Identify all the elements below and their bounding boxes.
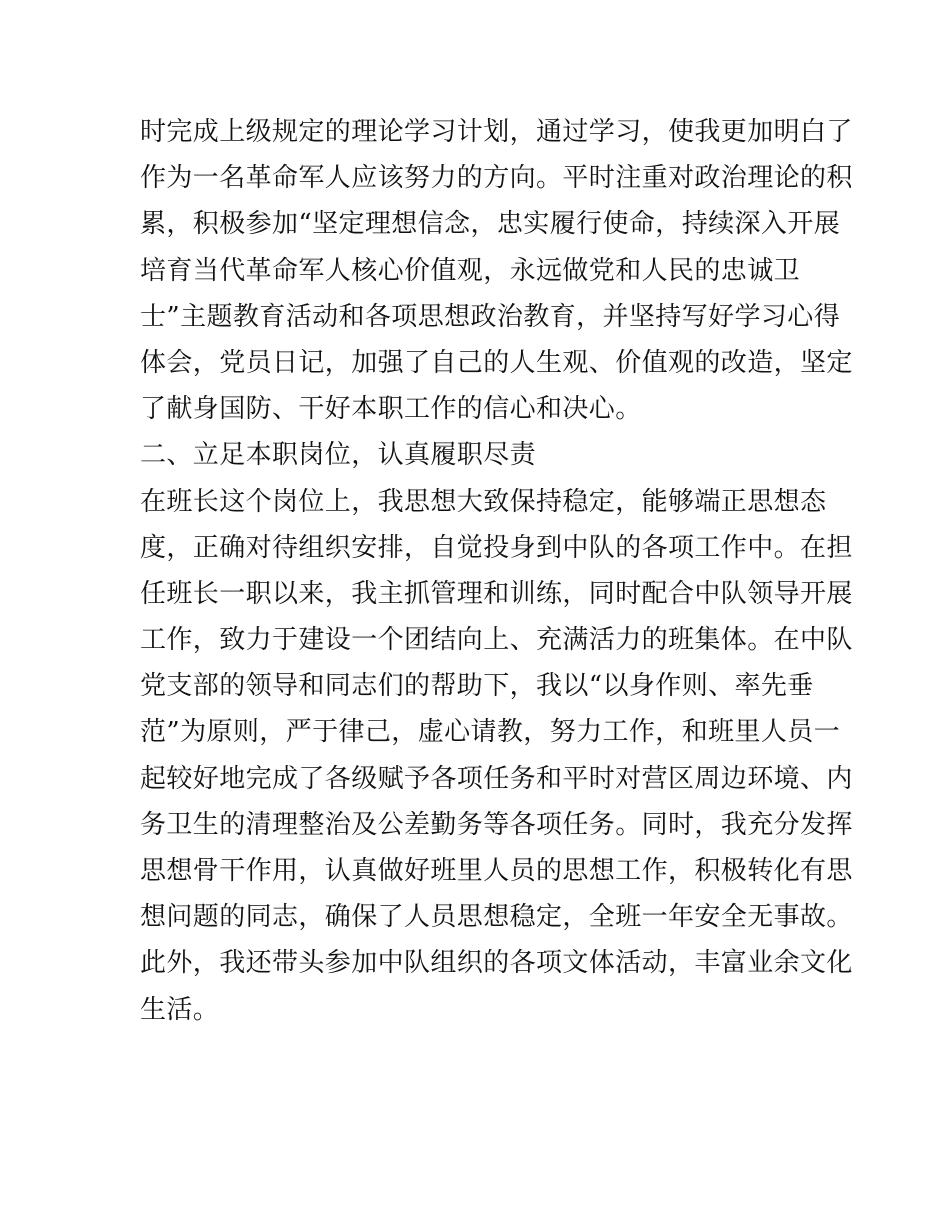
body-line: 累，积极参加“坚定理想信念，忠实履行使命，持续深入开展 bbox=[140, 209, 841, 240]
body-line: 工作，致力于建设一个团结向上、充满活力的班集体。在中队 bbox=[140, 625, 853, 656]
body-line: 体会，党员日记，加强了自己的人生观、价值观的改造，坚定 bbox=[140, 347, 853, 378]
body-line: 时完成上级规定的理论学习计划，通过学习，使我更加明白了 bbox=[140, 117, 853, 147]
body-line: 任班长一职以来，我主抓管理和训练，同时配合中队领导开展 bbox=[140, 578, 853, 609]
body-line: 此外，我还带头参加中队组织的各项文体活动，丰富业余文化 bbox=[140, 948, 853, 979]
body-line: 培育当代革命军人核心价值观，永远做党和人民的忠诚卫 bbox=[140, 255, 801, 286]
body-line: 起较好地完成了各级赋予各项任务和平时对营区周边环境、内 bbox=[140, 763, 853, 794]
body-line: 党支部的领导和同志们的帮助下，我以“以身作则、率先垂 bbox=[140, 671, 814, 702]
body-line: 思想骨干作用，认真做好班里人员的思想工作，积极转化有思 bbox=[140, 856, 853, 886]
body-line: 在班长这个岗位上，我思想大致保持稳定，能够端正思想态 bbox=[140, 486, 827, 517]
body-line: 务卫生的清理整治及公差勤务等各项任务。同时，我充分发挥 bbox=[140, 809, 853, 840]
body-line: 生活。 bbox=[140, 994, 220, 1025]
section-heading: 二、立足本职岗位，认真履职尽责 bbox=[140, 440, 537, 471]
document-body bbox=[140, 109, 853, 1033]
body-line: 作为一名革命军人应该努力的方向。平时注重对政治理论的积 bbox=[140, 163, 853, 194]
body-line: 范”为原则，严于律己，虚心请教，努力工作，和班里人员一 bbox=[140, 717, 841, 748]
body-line: 度，正确对待组织安排，自觉投身到中队的各项工作中。在担 bbox=[140, 532, 853, 563]
body-line: 想问题的同志，确保了人员思想稳定，全班一年安全无事故。 bbox=[140, 902, 853, 933]
body-line: 了献身国防、干好本职工作的信心和决心。 bbox=[140, 394, 642, 425]
body-line: 士”主题教育活动和各项思想政治教育，并坚持写好学习心得 bbox=[140, 301, 841, 332]
